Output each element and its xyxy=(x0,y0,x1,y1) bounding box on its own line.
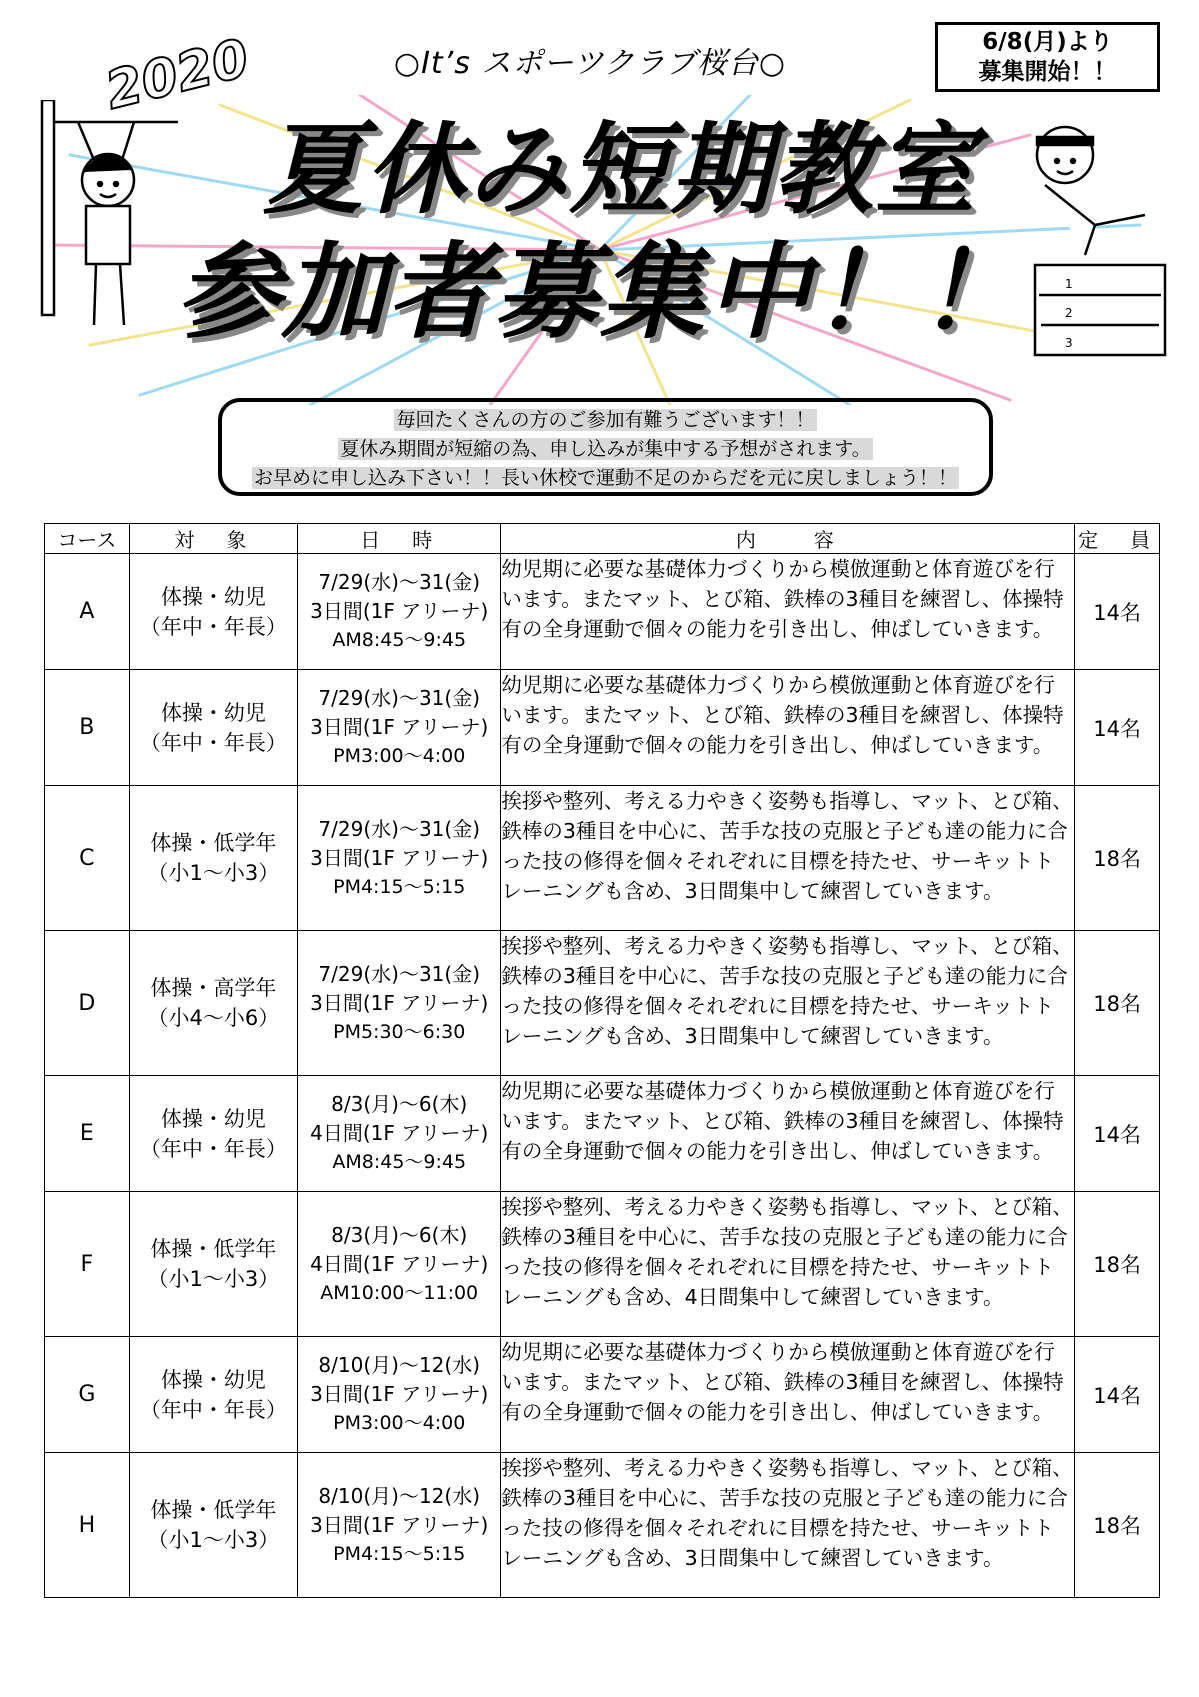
datetime-cell: 7/29(水)～31(金) 3日間(1F アリーナ) PM5:30～6:30 xyxy=(298,931,501,1076)
content-cell: 挨拶や整列、考える力やきく姿勢も指導し、マット、とび箱、鉄棒の3種目を中心に、苦手な技の克服と子ども達の能力に合った技の修得を個々それぞれに目標を持たせ、サーキットトレーニングも含め、3日間集中して練習していきます。 xyxy=(501,1453,1075,1598)
target-cell: 体操・幼児 （年中・年長） xyxy=(129,554,297,670)
svg-text:1: 1 xyxy=(1065,277,1073,291)
header-course: コース xyxy=(45,524,130,554)
datetime-cell: 8/10(月)～12(水) 3日間(1F アリーナ) PM3:00～4:00 xyxy=(298,1337,501,1453)
notice-line2: 募集開始！！ xyxy=(978,59,1117,85)
datetime-cell: 8/3(月)～6(木) 4日間(1F アリーナ) AM8:45～9:45 xyxy=(298,1076,501,1192)
target-cell: 体操・低学年 （小1～小3） xyxy=(129,786,297,931)
table-row xyxy=(45,1337,1160,1453)
target-cell: 体操・低学年 （小1～小3） xyxy=(129,1453,297,1598)
svg-text:2: 2 xyxy=(1065,306,1073,320)
target-cell: 体操・低学年 （小1～小3） xyxy=(129,1192,297,1337)
capacity-cell: 18名 xyxy=(1075,931,1160,1076)
datetime-cell: 8/3(月)～6(木) 4日間(1F アリーナ) AM10:00～11:00 xyxy=(298,1192,501,1337)
content-cell: 幼児期に必要な基礎体力づくりから模倣運動と体育遊びを行います。またマット、とび箱、鉄棒の3種目を練習し、体操特有の全身運動で個々の能力を引き出し、伸ばしていきます。 xyxy=(501,554,1075,670)
content-cell: 挨拶や整列、考える力やきく姿勢も指導し、マット、とび箱、鉄棒の3種目を中心に、苦手な技の克服と子ども達の能力に合った技の修得を個々それぞれに目標を持たせ、サーキットトレーニングも含め、3日間集中して練習していきます。 xyxy=(501,931,1075,1076)
headline-summer-class: 夏休み短期教室 xyxy=(263,111,977,228)
target-cell: 体操・幼児 （年中・年長） xyxy=(129,1076,297,1192)
course-cell: D xyxy=(45,931,130,1076)
header-capacity: 定 員 xyxy=(1075,524,1160,554)
table-row xyxy=(45,1192,1160,1337)
recruitment-start-notice xyxy=(935,22,1160,92)
course-cell: B xyxy=(45,670,130,786)
datetime-cell: 7/29(水)～31(金) 3日間(1F アリーナ) AM8:45～9:45 xyxy=(298,554,501,670)
message-line3: お早めに申し込み下さい！！長い休校で運動不足のからだを元に戻しましょう！！ xyxy=(253,467,957,489)
table-body xyxy=(45,554,1160,1598)
club-name: ○It’s スポーツクラブ桜台○ xyxy=(393,46,787,81)
capacity-cell: 14名 xyxy=(1075,1076,1160,1192)
message-line1: 毎回たくさんの方のご参加有難うございます！！ xyxy=(396,409,815,431)
message-line2: 夏休み期間が短縮の為、申し込みが集中する予想がされます。 xyxy=(340,438,871,460)
capacity-cell: 14名 xyxy=(1075,670,1160,786)
target-cell: 体操・幼児 （年中・年長） xyxy=(129,670,297,786)
capacity-cell: 18名 xyxy=(1075,1453,1160,1598)
course-cell: F xyxy=(45,1192,130,1337)
course-cell: G xyxy=(45,1337,130,1453)
table-row xyxy=(45,670,1160,786)
content-cell: 挨拶や整列、考える力やきく姿勢も指導し、マット、とび箱、鉄棒の3種目を中心に、苦手な技の克服と子ども達の能力に合った技の修得を個々それぞれに目標を持たせ、サーキットトレーニングも含め、3日間集中して練習していきます。 xyxy=(501,786,1075,931)
course-schedule-table xyxy=(44,523,1160,1598)
svg-text:3: 3 xyxy=(1065,336,1073,350)
table-row xyxy=(45,931,1160,1076)
capacity-cell: 14名 xyxy=(1075,1337,1160,1453)
capacity-cell: 18名 xyxy=(1075,786,1160,931)
table-row xyxy=(45,786,1160,931)
datetime-cell: 8/10(月)～12(水) 3日間(1F アリーナ) PM4:15～5:15 xyxy=(298,1453,501,1598)
header-datetime: 日 時 xyxy=(298,524,501,554)
target-cell: 体操・高学年 （小4～小6） xyxy=(129,931,297,1076)
table-row xyxy=(45,554,1160,670)
notice-line1: 6/8(月)より xyxy=(982,29,1113,55)
content-cell: 幼児期に必要な基礎体力づくりから模倣運動と体育遊びを行います。またマット、とび箱、鉄棒の3種目を練習し、体操特有の全身運動で個々の能力を引き出し、伸ばしていきます。 xyxy=(501,1337,1075,1453)
message-box xyxy=(218,398,993,496)
course-cell: C xyxy=(45,786,130,931)
content-cell: 幼児期に必要な基礎体力づくりから模倣運動と体育遊びを行います。またマット、とび箱、鉄棒の3種目を練習し、体操特有の全身運動で個々の能力を引き出し、伸ばしていきます。 xyxy=(501,1076,1075,1192)
table-header-row xyxy=(45,524,1160,554)
capacity-cell: 18名 xyxy=(1075,1192,1160,1337)
course-cell: A xyxy=(45,554,130,670)
child-on-bar-illustration xyxy=(38,100,178,350)
course-cell: E xyxy=(45,1076,130,1192)
headline-recruiting: 参加者募集中！！ xyxy=(175,231,1024,353)
content-cell: 挨拶や整列、考える力やきく姿勢も指導し、マット、とび箱、鉄棒の3種目を中心に、苦手な技の克服と子ども達の能力に合った技の修得を個々それぞれに目標を持たせ、サーキットトレーニングも含め、4日間集中して練習していきます。 xyxy=(501,1192,1075,1337)
header-target: 対 象 xyxy=(129,524,297,554)
course-cell: H xyxy=(45,1453,130,1598)
capacity-cell: 14名 xyxy=(1075,554,1160,670)
content-cell: 幼児期に必要な基礎体力づくりから模倣運動と体育遊びを行います。またマット、とび箱、鉄棒の3種目を練習し、体操特有の全身運動で個々の能力を引き出し、伸ばしていきます。 xyxy=(501,670,1075,786)
header-content: 内 容 xyxy=(501,524,1075,554)
year-label: 2020 xyxy=(99,28,255,122)
datetime-cell: 7/29(水)～31(金) 3日間(1F アリーナ) PM4:15～5:15 xyxy=(298,786,501,931)
target-cell: 体操・幼児 （年中・年長） xyxy=(129,1337,297,1453)
table-row xyxy=(45,1076,1160,1192)
table-row xyxy=(45,1453,1160,1598)
datetime-cell: 7/29(水)～31(金) 3日間(1F アリーナ) PM3:00～4:00 xyxy=(298,670,501,786)
